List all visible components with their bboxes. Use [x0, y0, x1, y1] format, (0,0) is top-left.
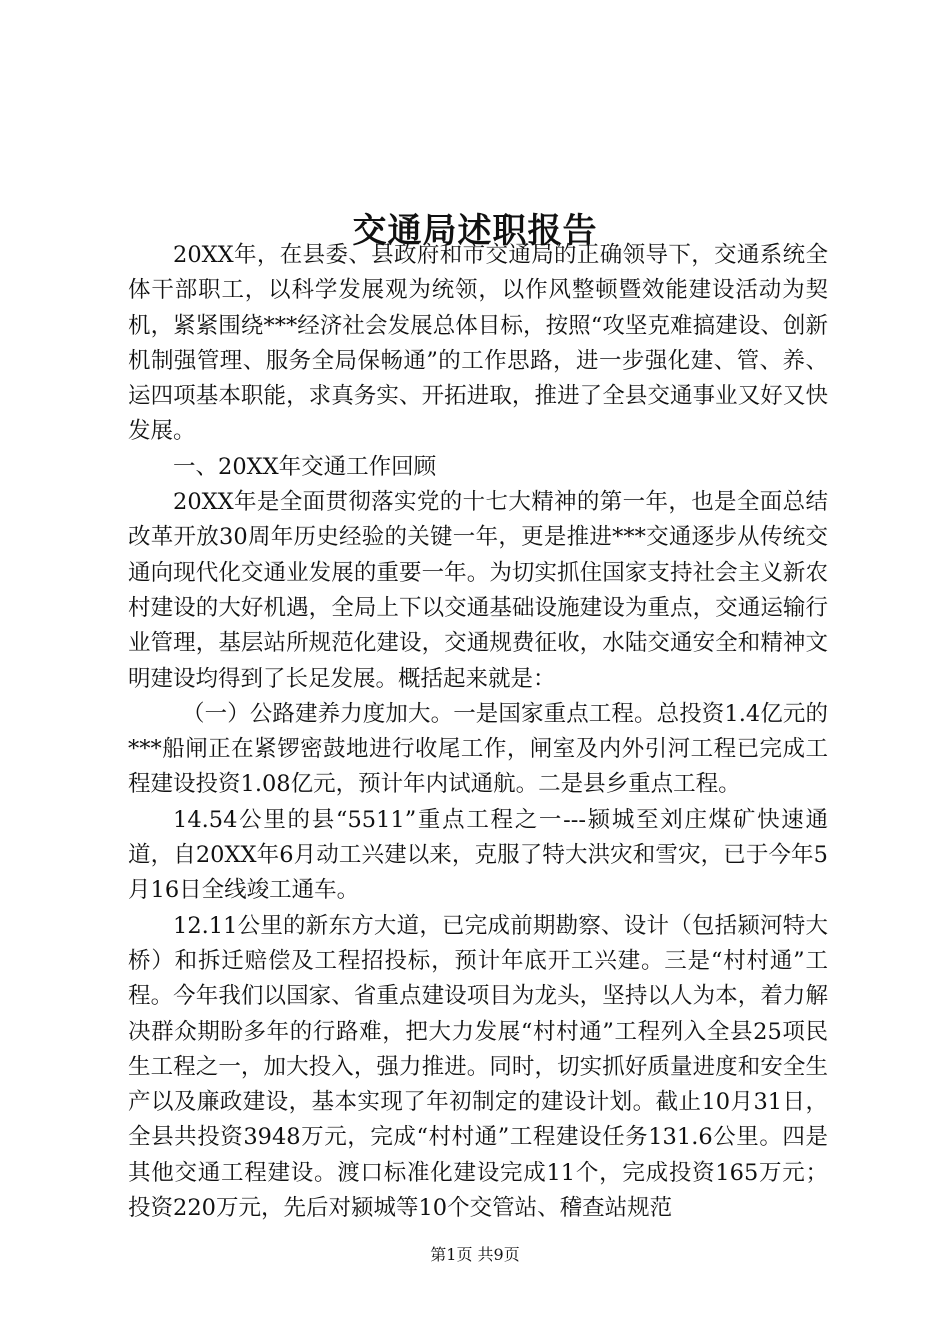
paragraph-new-oriental-avenue: 12.11公里的新东方大道，已完成前期勘察、设计（包括颍河特大桥）和拆迁赔偿及工程招投标，预计年底开工兴建。三是“村村通”工程。今年我们以国家、省重点建设项目为龙头，坚持以人为本，着力解决群众期盼多年的行路难，把大力发展“村村通”工程列入全县25项民生工程之一，加大投入，强力推进。同时，切实抓好质量进度和安全生产以及廉政建设，基本实现了年初制定的建设计划。截止10月31日，全县共投资3948万元，完成“村村通”工程建设任务131.6公里。四是其他交通工程建设。渡口标准化建设完成11个，完成投资165万元；投资220万元，先后对颍城等10个交管站、稽查站规范: [128, 912, 828, 1222]
page-number-footer: 第1页 共9页: [430, 1245, 520, 1264]
paragraph-overview: 20XX年是全面贯彻落实党的十七大精神的第一年，也是全面总结改革开放30周年历史经验的关键一年，更是推进***交通逐步从传统交通向现代化交通业发展的重要一年。为切实抓住国家支持社会主义新农村建设的大好机遇，全局上下以交通基础设施建设为重点，交通运输行业管理，基层站所规范化建设，交通规费征收，水陆交通安全和精神文明建设均得到了长足发展。概括起来就是：: [128, 489, 828, 692]
paragraph-intro: 20XX年，在县委、县政府和市交通局的正确领导下，交通系统全体干部职工，以科学发展观为统领，以作风整顿暨效能建设活动为契机，紧紧围绕***经济社会发展总体目标，按照“攻坚克难搞建设、创新机制强管理、服务全局保畅通”的工作思路，进一步强化建、管、养、运四项基本职能，求真务实、开拓进取，推进了全县交通事业又好又快发展。: [128, 242, 828, 445]
document-body: [128, 238, 828, 1226]
paragraph-key-project: 14.54公里的县“5511”重点工程之一---颍城至刘庄煤矿快速通道，自20XX年6月动工兴建以来，克服了特大洪灾和雪灾，已于今年5月16日全线竣工通车。: [128, 806, 828, 904]
section-heading-review: 一、20XX年交通工作回顾: [173, 453, 437, 480]
document-title: 交通局述职报告: [352, 210, 598, 251]
paragraph-highway-construction: （一）公路建养力度加大。一是国家重点工程。总投资1.4亿元的***船闸正在紧锣密鼓地进行收尾工作，闸室及内外引河工程已完成工程建设投资1.08亿元，预计年内试通航。二是县乡重点工程。: [128, 700, 828, 798]
